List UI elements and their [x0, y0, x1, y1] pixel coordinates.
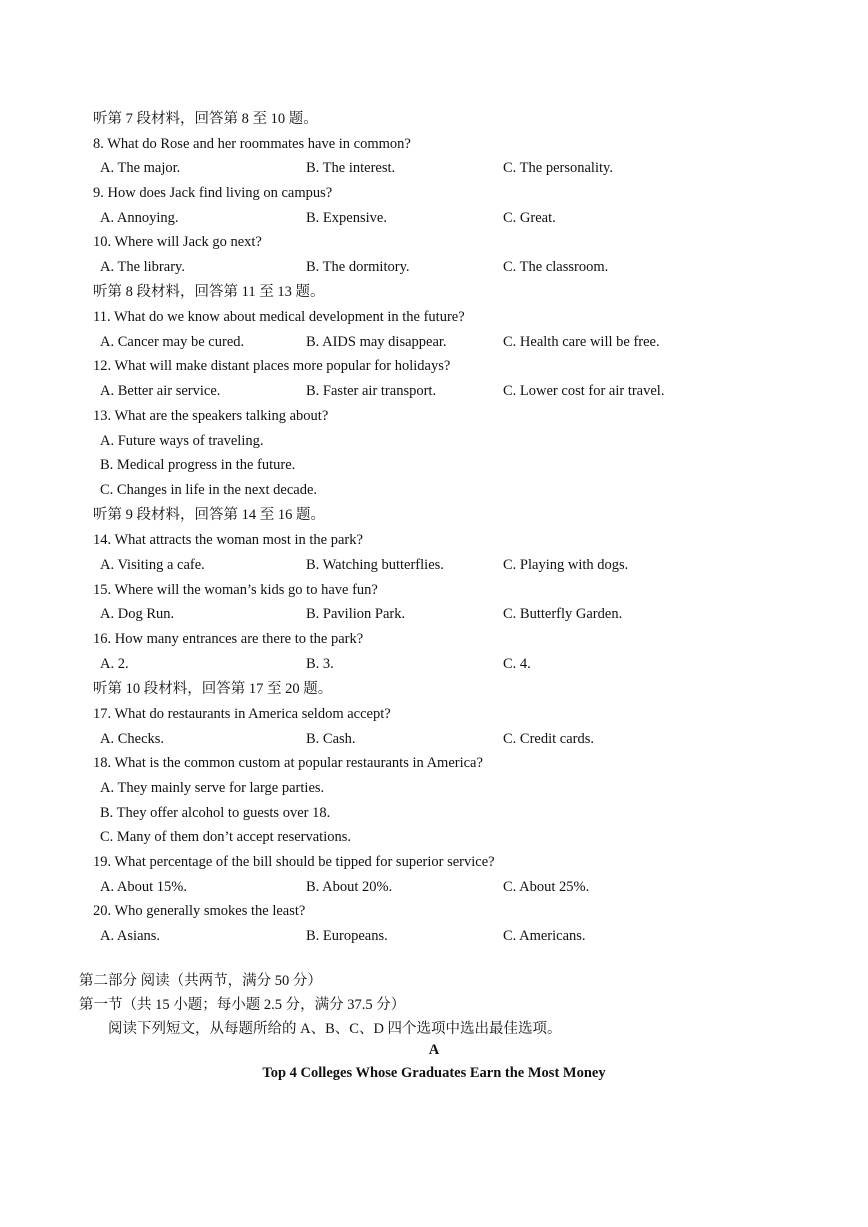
question-18: 18. What is the common custom at popular restaurants in America? — [93, 755, 483, 771]
option-18c: C. Many of them don’t accept reservations. — [100, 829, 351, 845]
option-8b: B. The interest. — [306, 160, 396, 176]
option-17c: C. Credit cards. — [503, 731, 595, 747]
option-8a: A. The major. — [100, 160, 181, 176]
option-11a: A. Cancer may be cured. — [100, 334, 245, 350]
question-17: 17. What do restaurants in America seldom accept? — [93, 706, 391, 722]
option-16a: A. 2. — [100, 656, 129, 672]
option-18a: A. They mainly serve for large parties. — [100, 780, 325, 796]
option-12b: B. Faster air transport. — [306, 383, 437, 399]
option-20a: A. Asians. — [100, 928, 161, 944]
section-header: 听第 9 段材料，回答第 14 至 16 题。 — [93, 507, 325, 523]
option-14c: C. Playing with dogs. — [503, 557, 629, 573]
option-15c: C. Butterfly Garden. — [503, 606, 623, 622]
question-16: 16. How many entrances are there to the park? — [93, 631, 364, 647]
option-13c: C. Changes in life in the next decade. — [100, 482, 318, 498]
passage-letter: A — [428, 1042, 440, 1058]
option-10b: B. The dormitory. — [306, 259, 410, 275]
instruction-text: 阅读下列短文，从每题所给的 A、B、C、D 四个选项中选出最佳选项。 — [108, 1021, 562, 1037]
section-header: 听第 7 段材料，回答第 8 至 10 题。 — [93, 111, 318, 127]
option-11c: C. Health care will be free. — [503, 334, 660, 350]
question-8: 8. What do Rose and her roommates have in common? — [93, 136, 411, 152]
option-8c: C. The personality. — [503, 160, 613, 176]
option-11b: B. AIDS may disappear. — [306, 334, 447, 350]
option-13a: A. Future ways of traveling. — [100, 433, 264, 449]
option-12a: A. Better air service. — [100, 383, 221, 399]
option-14b: B. Watching butterflies. — [306, 557, 444, 573]
option-19c: C. About 25%. — [503, 879, 590, 895]
option-19b: B. About 20%. — [306, 879, 393, 895]
question-10: 10. Where will Jack go next? — [93, 234, 262, 250]
question-19: 19. What percentage of the bill should be tipped for superior service? — [93, 854, 495, 870]
question-11: 11. What do we know about medical development in the future? — [93, 309, 465, 325]
option-9a: A. Annoying. — [100, 210, 179, 226]
section-title: 第一节（共 15 小题；每小题 2.5 分，满分 37.5 分） — [79, 997, 406, 1013]
section-header: 听第 8 段材料，回答第 11 至 13 题。 — [93, 284, 325, 300]
option-18b: B. They offer alcohol to guests over 18. — [100, 805, 331, 821]
question-15: 15. Where will the woman’s kids go to have fun? — [93, 582, 378, 598]
option-17b: B. Cash. — [306, 731, 356, 747]
part-title: 第二部分 阅读（共两节，满分 50 分） — [79, 973, 322, 989]
option-12c: C. Lower cost for air travel. — [503, 383, 665, 399]
option-10a: A. The library. — [100, 259, 185, 275]
question-12: 12. What will make distant places more popular for holidays? — [93, 358, 451, 374]
question-13: 13. What are the speakers talking about? — [93, 408, 329, 424]
option-16c: C. 4. — [503, 656, 531, 672]
question-14: 14. What attracts the woman most in the park? — [93, 532, 363, 548]
section-header: 听第 10 段材料，回答第 17 至 20 题。 — [93, 681, 333, 697]
option-19a: A. About 15%. — [100, 879, 187, 895]
option-9b: B. Expensive. — [306, 210, 387, 226]
option-16b: B. 3. — [306, 656, 334, 672]
option-13b: B. Medical progress in the future. — [100, 457, 296, 473]
option-17a: A. Checks. — [100, 731, 165, 747]
option-14a: A. Visiting a cafe. — [100, 557, 205, 573]
question-9: 9. How does Jack find living on campus? — [93, 185, 333, 201]
option-20b: B. Europeans. — [306, 928, 388, 944]
question-20: 20. Who generally smokes the least? — [93, 903, 306, 919]
option-9c: C. Great. — [503, 210, 556, 226]
option-10c: C. The classroom. — [503, 259, 609, 275]
passage-title: Top 4 Colleges Whose Graduates Earn the Most Money — [262, 1065, 606, 1081]
option-20c: C. Americans. — [503, 928, 586, 944]
option-15a: A. Dog Run. — [100, 606, 175, 622]
option-15b: B. Pavilion Park. — [306, 606, 406, 622]
